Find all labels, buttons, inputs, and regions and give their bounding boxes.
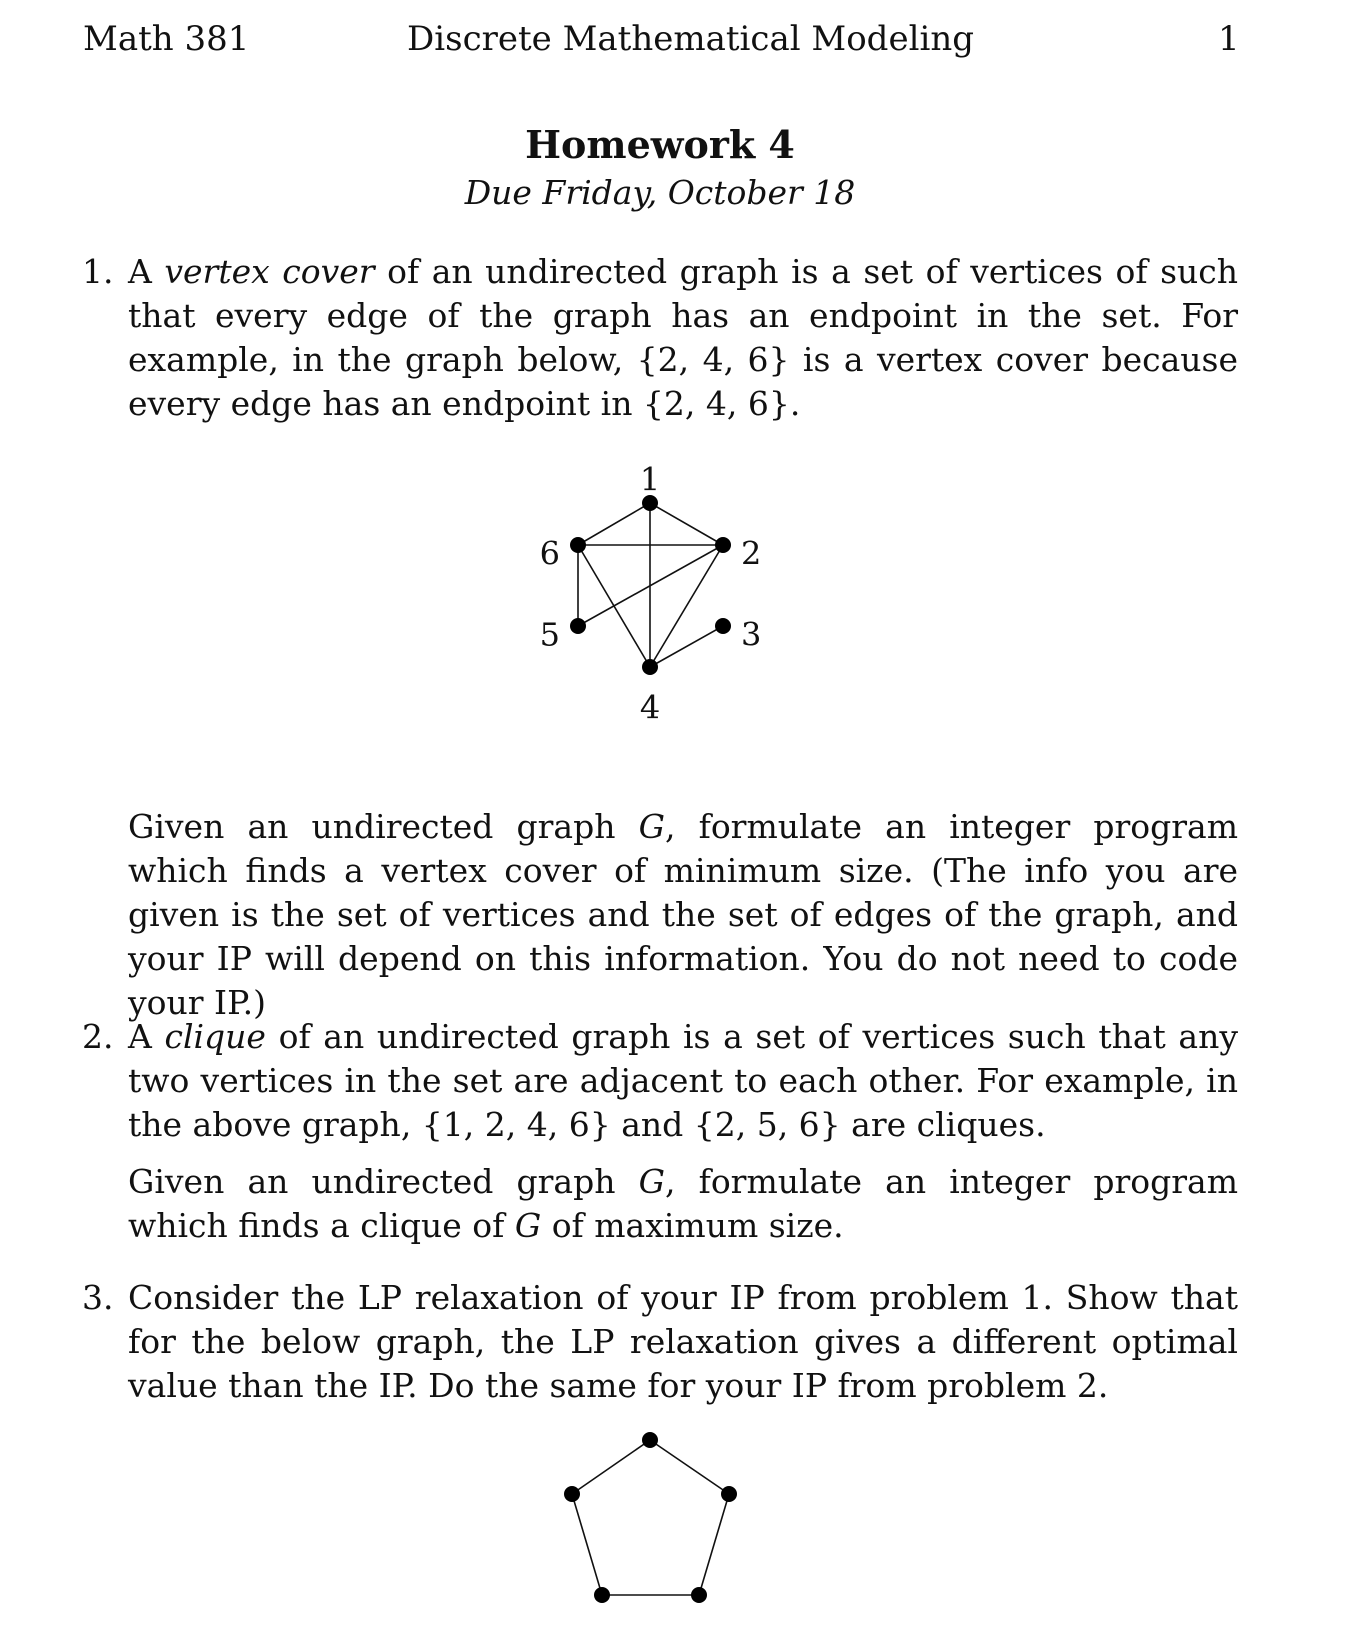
problem-1-task-body: , formulate an integer program which finds a vertex cover of minimum size. (The info you are given is the set of vertices and the set of edges of the graph, and your IP will depend on this information. You do not need to code your IP.) bbox=[128, 807, 1238, 1022]
pentagon-edge-3-4 bbox=[572, 1494, 602, 1595]
problem-2-graph-variable: G bbox=[638, 1162, 665, 1201]
problem-1-definition-lead: A bbox=[128, 252, 165, 291]
problem-2-task bbox=[128, 1160, 1238, 1248]
example-graph bbox=[539, 460, 820, 750]
due-date: Due Friday, October 18 bbox=[464, 173, 856, 212]
pentagon-vertex-1 bbox=[721, 1486, 737, 1502]
problem-3-text: Consider the LP relaxation of your IP from problem 1. Show that for the below graph, the LP relaxation gives a different optimal value than the IP. Do the same for your IP from problem 2. bbox=[128, 1278, 1238, 1405]
graph-edge-1-6 bbox=[578, 503, 650, 545]
problem-1-term: vertex cover bbox=[164, 252, 375, 291]
problem-2-task-end: of maximum size. bbox=[541, 1206, 844, 1245]
graph-edge-3-4 bbox=[650, 626, 723, 667]
problem-1-task-lead: Given an undirected graph bbox=[128, 807, 639, 846]
pentagon-vertex-0 bbox=[642, 1432, 658, 1448]
pentagon-edge-1-2 bbox=[699, 1494, 729, 1595]
problem-3-number: 3. bbox=[82, 1278, 114, 1317]
graph-vertex-label-1: 1 bbox=[639, 460, 661, 499]
problem-1-graph-variable: G bbox=[638, 807, 665, 846]
graph-vertex-6 bbox=[570, 537, 586, 553]
pentagon-vertex-3 bbox=[594, 1587, 610, 1603]
graph-edge-2-4 bbox=[650, 545, 723, 667]
header-page-number: 1 bbox=[1218, 19, 1240, 59]
graph-edge-1-2 bbox=[650, 503, 723, 545]
problem-1-definition bbox=[128, 250, 1238, 426]
problem-2-number: 2. bbox=[82, 1017, 114, 1056]
graph-vertex-2 bbox=[715, 537, 731, 553]
graph-vertex-5 bbox=[570, 618, 586, 634]
pentagon-vertex-2 bbox=[691, 1587, 707, 1603]
graph-vertex-4 bbox=[642, 659, 658, 675]
header-course: Math 381 bbox=[83, 19, 250, 59]
graph-vertex-label-6: 6 bbox=[539, 534, 560, 573]
problem-2-task-middle: , formulate an integer program which finds a clique of bbox=[128, 1162, 1238, 1245]
pentagon-vertex-4 bbox=[564, 1486, 580, 1502]
problem-2-graph-variable-2: G bbox=[514, 1206, 542, 1245]
problem-2-definition-lead: A bbox=[128, 1017, 165, 1056]
pentagon-edge-0-1 bbox=[650, 1440, 729, 1494]
graph-edge-4-6 bbox=[578, 545, 650, 667]
problem-2-definition-body: of an undirected graph is a set of vertices such that any two vertices in the set are adjacent to each other. For example, in the above graph, {1, 2, 4, 6} and {2, 5, 6} are cliques. bbox=[128, 1017, 1238, 1144]
homework-title: Homework 4 bbox=[525, 122, 795, 167]
graph-vertex-label-3: 3 bbox=[741, 615, 762, 654]
problem-1-task bbox=[128, 805, 1238, 1025]
graph-vertex-label-2: 2 bbox=[741, 534, 762, 573]
problem-2-task-lead: Given an undirected graph bbox=[128, 1162, 639, 1201]
pentagon-edge-4-0 bbox=[572, 1440, 650, 1494]
graph-vertex-label-4: 4 bbox=[639, 688, 661, 727]
header-course-title: Discrete Mathematical Modeling bbox=[407, 19, 974, 59]
problem-2-term: clique bbox=[164, 1017, 266, 1056]
pentagon-graph bbox=[580, 1435, 780, 1625]
problem-1-number: 1. bbox=[82, 252, 114, 291]
graph-vertex-label-5: 5 bbox=[539, 615, 560, 654]
problem-2-definition bbox=[128, 1015, 1238, 1147]
problem-1-definition-body: of an undirected graph is a set of vertices of such that every edge of the graph has an endpoint in the set. For example, in the graph below, {2, 4, 6} is a vertex cover because every edge has an endpoint in {2, 4, 6}. bbox=[128, 252, 1238, 423]
graph-vertex-3 bbox=[715, 618, 731, 634]
